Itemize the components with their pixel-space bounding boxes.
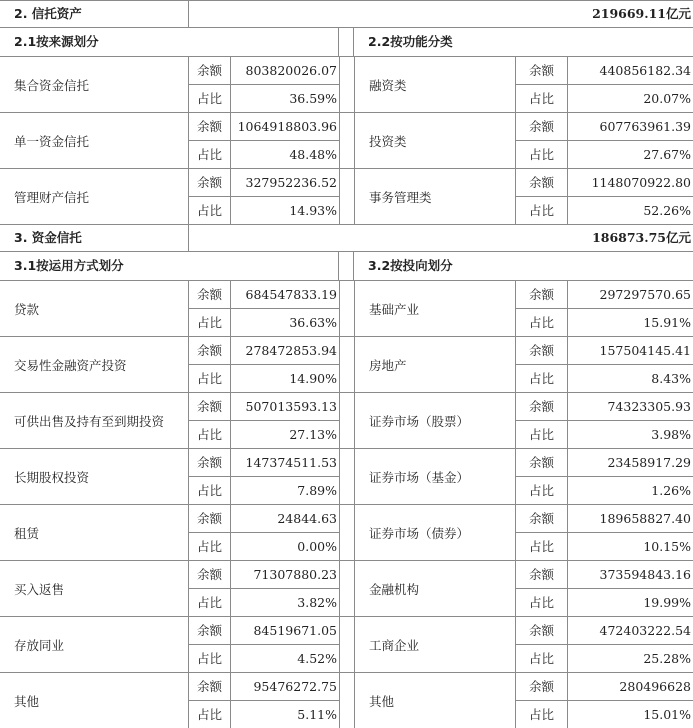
left-values <box>189 113 339 168</box>
balance-label: 余额 <box>516 393 568 420</box>
ratio-row <box>516 84 693 112</box>
left-values <box>189 673 339 728</box>
table-row <box>0 56 693 112</box>
column-gap <box>340 561 355 616</box>
left-values <box>189 169 339 224</box>
ratio-value: 52.26% <box>643 203 691 218</box>
section3-right-subheader: 3.2按投向划分 <box>368 258 453 273</box>
balance-label: 余额 <box>189 281 231 308</box>
balance-row <box>516 449 693 476</box>
balance-row <box>516 57 693 84</box>
section2-subheader-row <box>0 27 693 56</box>
left-values <box>189 617 339 672</box>
ratio-label: 占比 <box>516 309 568 336</box>
ratio-row <box>516 308 693 336</box>
balance-label: 余额 <box>516 113 568 140</box>
balance-label: 余额 <box>189 505 231 532</box>
ratio-row <box>516 644 693 672</box>
section3-subheader-row <box>0 251 693 280</box>
balance-row <box>189 337 339 364</box>
table-row <box>0 392 693 448</box>
ratio-row <box>189 420 339 448</box>
section2-header-row <box>0 0 693 27</box>
ratio-value: 1.26% <box>651 483 691 498</box>
table-row <box>0 168 693 224</box>
balance-row <box>516 505 693 532</box>
ratio-value: 36.59% <box>289 91 337 106</box>
ratio-label: 占比 <box>189 141 231 168</box>
balance-row <box>516 337 693 364</box>
left-category-name: 其他 <box>0 673 189 728</box>
section2-title: 2. 信托资产 <box>0 1 189 27</box>
column-gap <box>340 617 355 672</box>
balance-value: 23458917.29 <box>607 455 691 470</box>
ratio-label: 占比 <box>189 309 231 336</box>
right-cell <box>355 449 693 504</box>
balance-row <box>189 169 339 196</box>
balance-label: 余额 <box>516 673 568 700</box>
ratio-value: 14.90% <box>289 371 337 386</box>
balance-value: 74323305.93 <box>607 399 691 414</box>
table-row <box>0 112 693 168</box>
ratio-row <box>516 196 693 224</box>
balance-row <box>189 505 339 532</box>
ratio-row <box>189 644 339 672</box>
balance-value: 95476272.75 <box>253 679 337 694</box>
balance-value: 147374511.53 <box>245 455 337 470</box>
column-gap <box>340 281 355 336</box>
balance-label: 余额 <box>516 449 568 476</box>
ratio-label: 占比 <box>189 365 231 392</box>
balance-row <box>516 617 693 644</box>
balance-value: 507013593.13 <box>245 399 337 414</box>
balance-value: 684547833.19 <box>245 287 337 302</box>
balance-row <box>189 281 339 308</box>
right-cell <box>355 169 693 224</box>
balance-value: 1148070922.80 <box>591 175 691 190</box>
section3-title: 3. 资金信托 <box>0 225 189 251</box>
left-values <box>189 393 339 448</box>
left-cell <box>0 337 340 392</box>
left-cell <box>0 113 340 168</box>
left-category-name: 长期股权投资 <box>0 449 189 504</box>
balance-row <box>516 113 693 140</box>
ratio-value: 3.98% <box>651 427 691 442</box>
right-category-name: 房地产 <box>355 337 516 392</box>
column-gap <box>340 113 355 168</box>
balance-value: 280496628 <box>619 679 691 694</box>
right-cell <box>355 561 693 616</box>
left-category-name: 贷款 <box>0 281 189 336</box>
ratio-row <box>189 196 339 224</box>
table-row <box>0 616 693 672</box>
ratio-value: 3.82% <box>297 595 337 610</box>
balance-row <box>516 673 693 700</box>
right-values <box>516 169 693 224</box>
ratio-label: 占比 <box>516 141 568 168</box>
ratio-value: 27.13% <box>289 427 337 442</box>
balance-label: 余额 <box>189 449 231 476</box>
section3-left-subheader: 3.1按运用方式划分 <box>0 252 339 280</box>
balance-value: 189658827.40 <box>599 511 691 526</box>
balance-label: 余额 <box>516 505 568 532</box>
right-cell <box>355 337 693 392</box>
ratio-value: 0.00% <box>297 539 337 554</box>
right-category-name: 投资类 <box>355 113 516 168</box>
ratio-value: 4.52% <box>297 651 337 666</box>
right-values <box>516 561 693 616</box>
table-row <box>0 560 693 616</box>
ratio-row <box>189 364 339 392</box>
ratio-value: 7.89% <box>297 483 337 498</box>
column-gap <box>340 505 355 560</box>
column-gap <box>340 673 355 728</box>
right-values <box>516 449 693 504</box>
balance-value: 440856182.34 <box>599 63 691 78</box>
ratio-row <box>189 140 339 168</box>
right-values <box>516 281 693 336</box>
section2-total-amount: 219669.11亿元 <box>592 6 691 21</box>
balance-row <box>516 169 693 196</box>
left-cell <box>0 449 340 504</box>
balance-row <box>189 561 339 588</box>
column-gap <box>340 449 355 504</box>
ratio-value: 5.11% <box>297 707 337 722</box>
ratio-value: 14.93% <box>289 203 337 218</box>
left-values <box>189 281 339 336</box>
balance-value: 157504145.41 <box>599 343 691 358</box>
right-cell <box>355 393 693 448</box>
right-cell <box>355 57 693 112</box>
ratio-row <box>189 84 339 112</box>
ratio-value: 15.01% <box>643 707 691 722</box>
right-category-name: 其他 <box>355 673 516 728</box>
balance-row <box>189 57 339 84</box>
ratio-row <box>189 700 339 728</box>
ratio-value: 25.28% <box>643 651 691 666</box>
balance-label: 余额 <box>516 337 568 364</box>
ratio-label: 占比 <box>516 365 568 392</box>
balance-value: 327952236.52 <box>245 175 337 190</box>
ratio-row <box>189 308 339 336</box>
left-values <box>189 57 339 112</box>
ratio-label: 占比 <box>189 701 231 728</box>
ratio-label: 占比 <box>516 85 568 112</box>
ratio-label: 占比 <box>516 477 568 504</box>
balance-label: 余额 <box>189 337 231 364</box>
left-cell <box>0 393 340 448</box>
balance-row <box>516 281 693 308</box>
balance-label: 余额 <box>516 57 568 84</box>
ratio-value: 10.15% <box>643 539 691 554</box>
column-gap <box>340 169 355 224</box>
balance-value: 373594843.16 <box>599 567 691 582</box>
right-cell <box>355 281 693 336</box>
ratio-label: 占比 <box>189 477 231 504</box>
left-category-name: 管理财产信托 <box>0 169 189 224</box>
ratio-row <box>516 140 693 168</box>
balance-value: 1064918803.96 <box>237 119 337 134</box>
right-cell <box>355 617 693 672</box>
ratio-label: 占比 <box>516 701 568 728</box>
balance-value: 278472853.94 <box>245 343 337 358</box>
left-category-name: 买入返售 <box>0 561 189 616</box>
balance-label: 余额 <box>189 617 231 644</box>
right-values <box>516 617 693 672</box>
section2-left-subheader: 2.1按来源划分 <box>0 28 339 56</box>
ratio-label: 占比 <box>189 197 231 224</box>
ratio-value: 19.99% <box>643 595 691 610</box>
column-gap <box>340 393 355 448</box>
column-gap <box>339 28 354 56</box>
left-cell <box>0 673 340 728</box>
left-cell <box>0 505 340 560</box>
right-values <box>516 673 693 728</box>
right-values <box>516 505 693 560</box>
table-row <box>0 280 693 336</box>
section3-header-row <box>0 224 693 251</box>
ratio-label: 占比 <box>189 85 231 112</box>
ratio-row <box>516 364 693 392</box>
balance-row <box>189 113 339 140</box>
balance-value: 71307880.23 <box>253 567 337 582</box>
right-values <box>516 393 693 448</box>
section2-right-subheader: 2.2按功能分类 <box>368 34 453 49</box>
balance-value: 803820026.07 <box>245 63 337 78</box>
ratio-value: 20.07% <box>643 91 691 106</box>
left-category-name: 交易性金融资产投资 <box>0 337 189 392</box>
right-category-name: 证券市场（基金） <box>355 449 516 504</box>
table-row <box>0 448 693 504</box>
column-gap <box>340 337 355 392</box>
ratio-label: 占比 <box>516 645 568 672</box>
right-category-name: 事务管理类 <box>355 169 516 224</box>
balance-label: 余额 <box>516 561 568 588</box>
ratio-label: 占比 <box>189 533 231 560</box>
ratio-row <box>189 588 339 616</box>
right-category-name: 金融机构 <box>355 561 516 616</box>
balance-row <box>516 393 693 420</box>
right-category-name: 证券市场（股票） <box>355 393 516 448</box>
ratio-row <box>189 532 339 560</box>
balance-row <box>516 561 693 588</box>
balance-value: 472403222.54 <box>599 623 691 638</box>
left-category-name: 单一资金信托 <box>0 113 189 168</box>
ratio-row <box>189 476 339 504</box>
ratio-row <box>516 476 693 504</box>
left-values <box>189 505 339 560</box>
left-category-name: 可供出售及持有至到期投资 <box>0 393 189 448</box>
ratio-label: 占比 <box>189 645 231 672</box>
right-values <box>516 337 693 392</box>
balance-label: 余额 <box>516 617 568 644</box>
ratio-label: 占比 <box>516 533 568 560</box>
ratio-label: 占比 <box>189 589 231 616</box>
table-row <box>0 504 693 560</box>
right-values <box>516 57 693 112</box>
balance-row <box>189 673 339 700</box>
balance-label: 余额 <box>189 673 231 700</box>
balance-label: 余额 <box>189 113 231 140</box>
left-category-name: 集合资金信托 <box>0 57 189 112</box>
ratio-value: 48.48% <box>289 147 337 162</box>
balance-label: 余额 <box>516 281 568 308</box>
left-values <box>189 561 339 616</box>
ratio-row <box>516 588 693 616</box>
right-cell <box>355 505 693 560</box>
ratio-value: 15.91% <box>643 315 691 330</box>
left-cell <box>0 281 340 336</box>
right-values <box>516 113 693 168</box>
left-values <box>189 449 339 504</box>
left-cell <box>0 169 340 224</box>
left-cell <box>0 57 340 112</box>
balance-label: 余额 <box>189 57 231 84</box>
ratio-label: 占比 <box>189 421 231 448</box>
ratio-value: 27.67% <box>643 147 691 162</box>
right-category-name: 工商企业 <box>355 617 516 672</box>
ratio-value: 8.43% <box>651 371 691 386</box>
balance-value: 84519671.05 <box>253 623 337 638</box>
balance-label: 余额 <box>189 169 231 196</box>
left-cell <box>0 561 340 616</box>
column-gap <box>339 252 354 280</box>
balance-label: 余额 <box>189 561 231 588</box>
ratio-label: 占比 <box>516 421 568 448</box>
column-gap <box>340 57 355 112</box>
table-row <box>0 336 693 392</box>
left-cell <box>0 617 340 672</box>
section3-total-amount: 186873.75亿元 <box>592 230 691 245</box>
ratio-row <box>516 532 693 560</box>
table-row <box>0 672 693 728</box>
ratio-row <box>516 420 693 448</box>
right-category-name: 融资类 <box>355 57 516 112</box>
right-category-name: 证券市场（债券） <box>355 505 516 560</box>
balance-row <box>189 617 339 644</box>
right-cell <box>355 113 693 168</box>
balance-row <box>189 393 339 420</box>
balance-label: 余额 <box>189 393 231 420</box>
ratio-value: 36.63% <box>289 315 337 330</box>
ratio-label: 占比 <box>516 197 568 224</box>
left-category-name: 存放同业 <box>0 617 189 672</box>
right-category-name: 基础产业 <box>355 281 516 336</box>
right-cell <box>355 673 693 728</box>
balance-value: 607763961.39 <box>599 119 691 134</box>
left-values <box>189 337 339 392</box>
left-category-name: 租赁 <box>0 505 189 560</box>
ratio-row <box>516 700 693 728</box>
ratio-label: 占比 <box>516 589 568 616</box>
balance-label: 余额 <box>516 169 568 196</box>
balance-value: 24844.63 <box>277 511 337 526</box>
balance-row <box>189 449 339 476</box>
balance-value: 297297570.65 <box>599 287 691 302</box>
